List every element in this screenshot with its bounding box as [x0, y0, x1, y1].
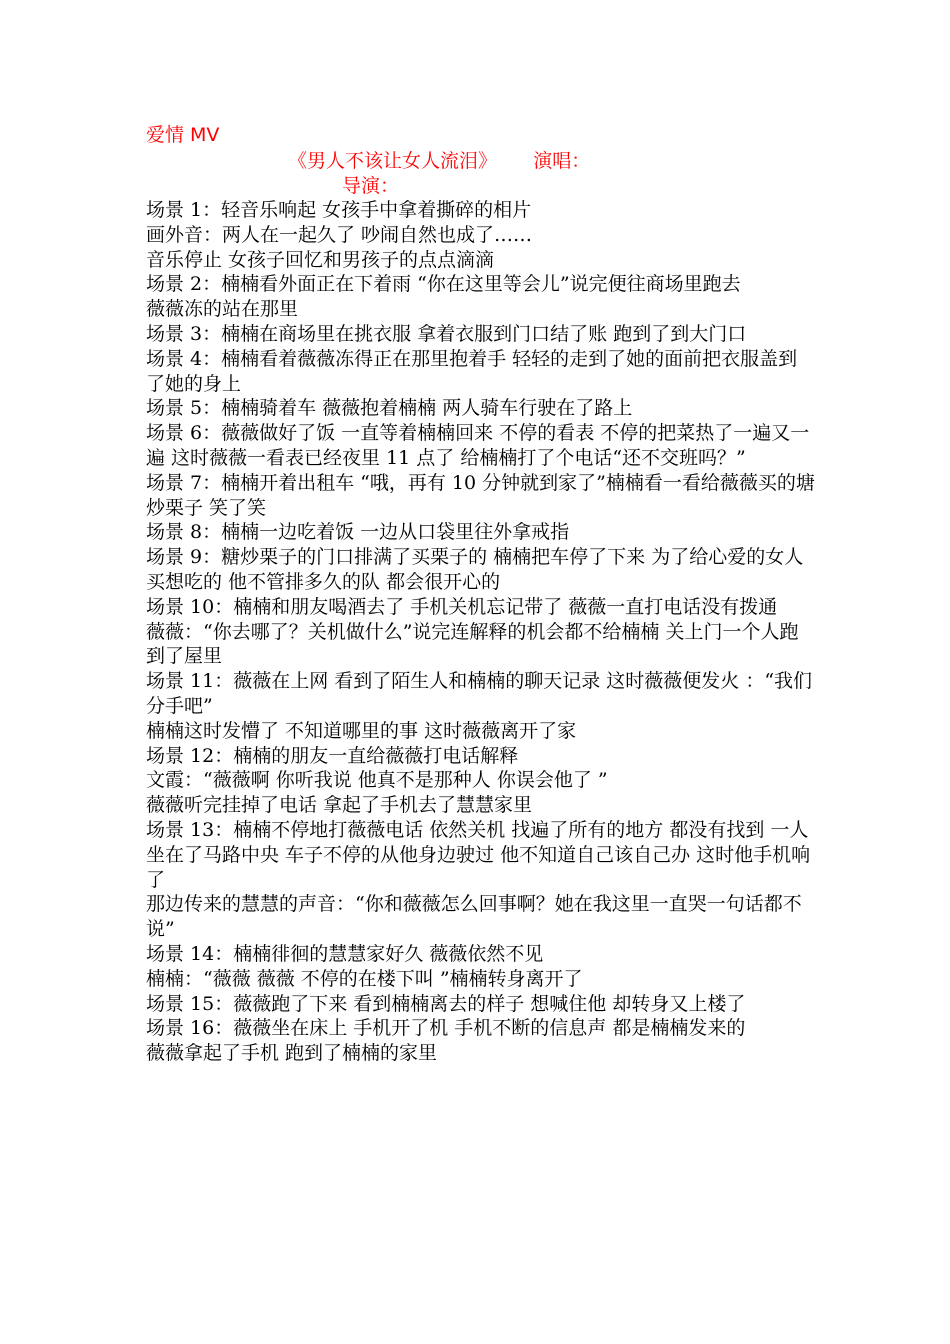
script-paragraph: 场景 5：楠楠骑着车 薇薇抱着楠楠 两人骑车行驶在了路上	[146, 397, 633, 420]
singer-label: 演唱：	[533, 150, 591, 172]
script-paragraph: 音乐停止 女孩子回忆和男孩子的点点滴滴	[146, 248, 495, 271]
song-title: 《男人不该让女人流泪》	[288, 150, 498, 172]
song-title-line	[288, 148, 590, 174]
script-paragraph: 场景 15：薇薇跑了下来 看到楠楠离去的样子 想喊住他 却转身又上楼了	[146, 992, 746, 1015]
script-paragraph: 场景 3：楠楠在商场里在挑衣服 拿着衣服到门口结了账 跑到了到大门口	[146, 322, 747, 345]
script-paragraph: 薇薇拿起了手机 跑到了楠楠的家里	[146, 1042, 438, 1065]
script-paragraph: 场景 11：薇薇在上网 看到了陌生人和楠楠的聊天记录 这时薇薇便发火 ：“我们分手吧”	[146, 670, 813, 717]
script-paragraph: 楠楠：“薇薇 薇薇 不停的在楼下叫 ”楠楠转身离开了	[146, 967, 583, 990]
script-paragraph: 场景 12：楠楠的朋友一直给薇薇打电话解释	[146, 744, 519, 767]
script-paragraph: 场景 6：薇薇做好了饭 一直等着楠楠回来 不停的看表 不停的把菜热了一遍又一遍 这时薇薇一看表已经夜里 11 点了 给楠楠打了个电话“还不交班吗？”	[146, 422, 810, 469]
script-paragraph: 场景 1：轻音乐响起 女孩手中拿着撕碎的相片	[146, 199, 532, 221]
script-paragraph: 楠楠这时发懵了 不知道哪里的事 这时薇薇离开了家	[146, 719, 577, 742]
script-paragraph: 场景 14：楠楠徘徊的慧慧家好久 薇薇依然不见	[146, 942, 544, 965]
script-paragraph: 场景 13：楠楠不停地打薇薇电话 依然关机 找遍了所有的地方 都没有找到 一人坐在了马路中央 车子不停的从他身边驶过 他不知道自己该自己办 这时他手机响了	[146, 818, 811, 891]
script-paragraph: 那边传来的慧慧的声音：“你和薇薇怎么回事啊？她在我这里一直哭一句话都不说”	[146, 893, 802, 941]
script-paragraph: 薇薇：“你去哪了？关机做什么”说完连解释的机会都不给楠楠 关上门一个人跑到了屋里	[146, 620, 799, 668]
script-paragraph: 场景 10：楠楠和朋友喝酒去了 手机关机忘记带了 薇薇一直打电话没有拨通	[146, 595, 778, 618]
director-label: 导演：	[342, 175, 400, 197]
script-paragraph: 画外音：两人在一起久了 吵闹自然也成了……	[146, 223, 533, 246]
script-paragraph: 场景 16：薇薇坐在床上 手机开了机 手机不断的信息声 都是楠楠发来的	[146, 1017, 746, 1040]
script-paragraph: 场景 2：楠楠看外面正在下着雨 “你在这里等会儿”说完便往商场里跑去	[146, 273, 741, 296]
script-paragraph: 场景 4：楠楠看着薇薇冻得正在那里抱着手 轻轻的走到了她的面前把衣服盖到了她的身上	[146, 347, 798, 395]
script-paragraph: 薇薇冻的站在那里	[146, 298, 299, 321]
script-paragraph: 场景 9：糖炒栗子的门口排满了买栗子的 楠楠把车停了下来 为了给心爱的女人买想吃的 他不管排多久的队 都会很开心的	[146, 546, 804, 593]
director-line	[342, 173, 399, 199]
document-heading: 爱情 MV	[146, 124, 220, 146]
script-paragraph: 薇薇听完挂掉了电话 拿起了手机去了慧慧家里	[146, 794, 533, 817]
script-body	[146, 198, 816, 1066]
script-paragraph: 场景 8：楠楠一边吃着饭 一边从口袋里往外拿戒指	[146, 521, 570, 544]
script-paragraph: 文霞：“薇薇啊 你听我说 他真不是那种人 你误会他了 ”	[146, 769, 608, 792]
script-paragraph: 场景 7：楠楠开着出租车 “哦，再有 10 分钟就到家了”楠楠看一看给薇薇买的塘炒栗子 笑了笑	[146, 471, 815, 519]
